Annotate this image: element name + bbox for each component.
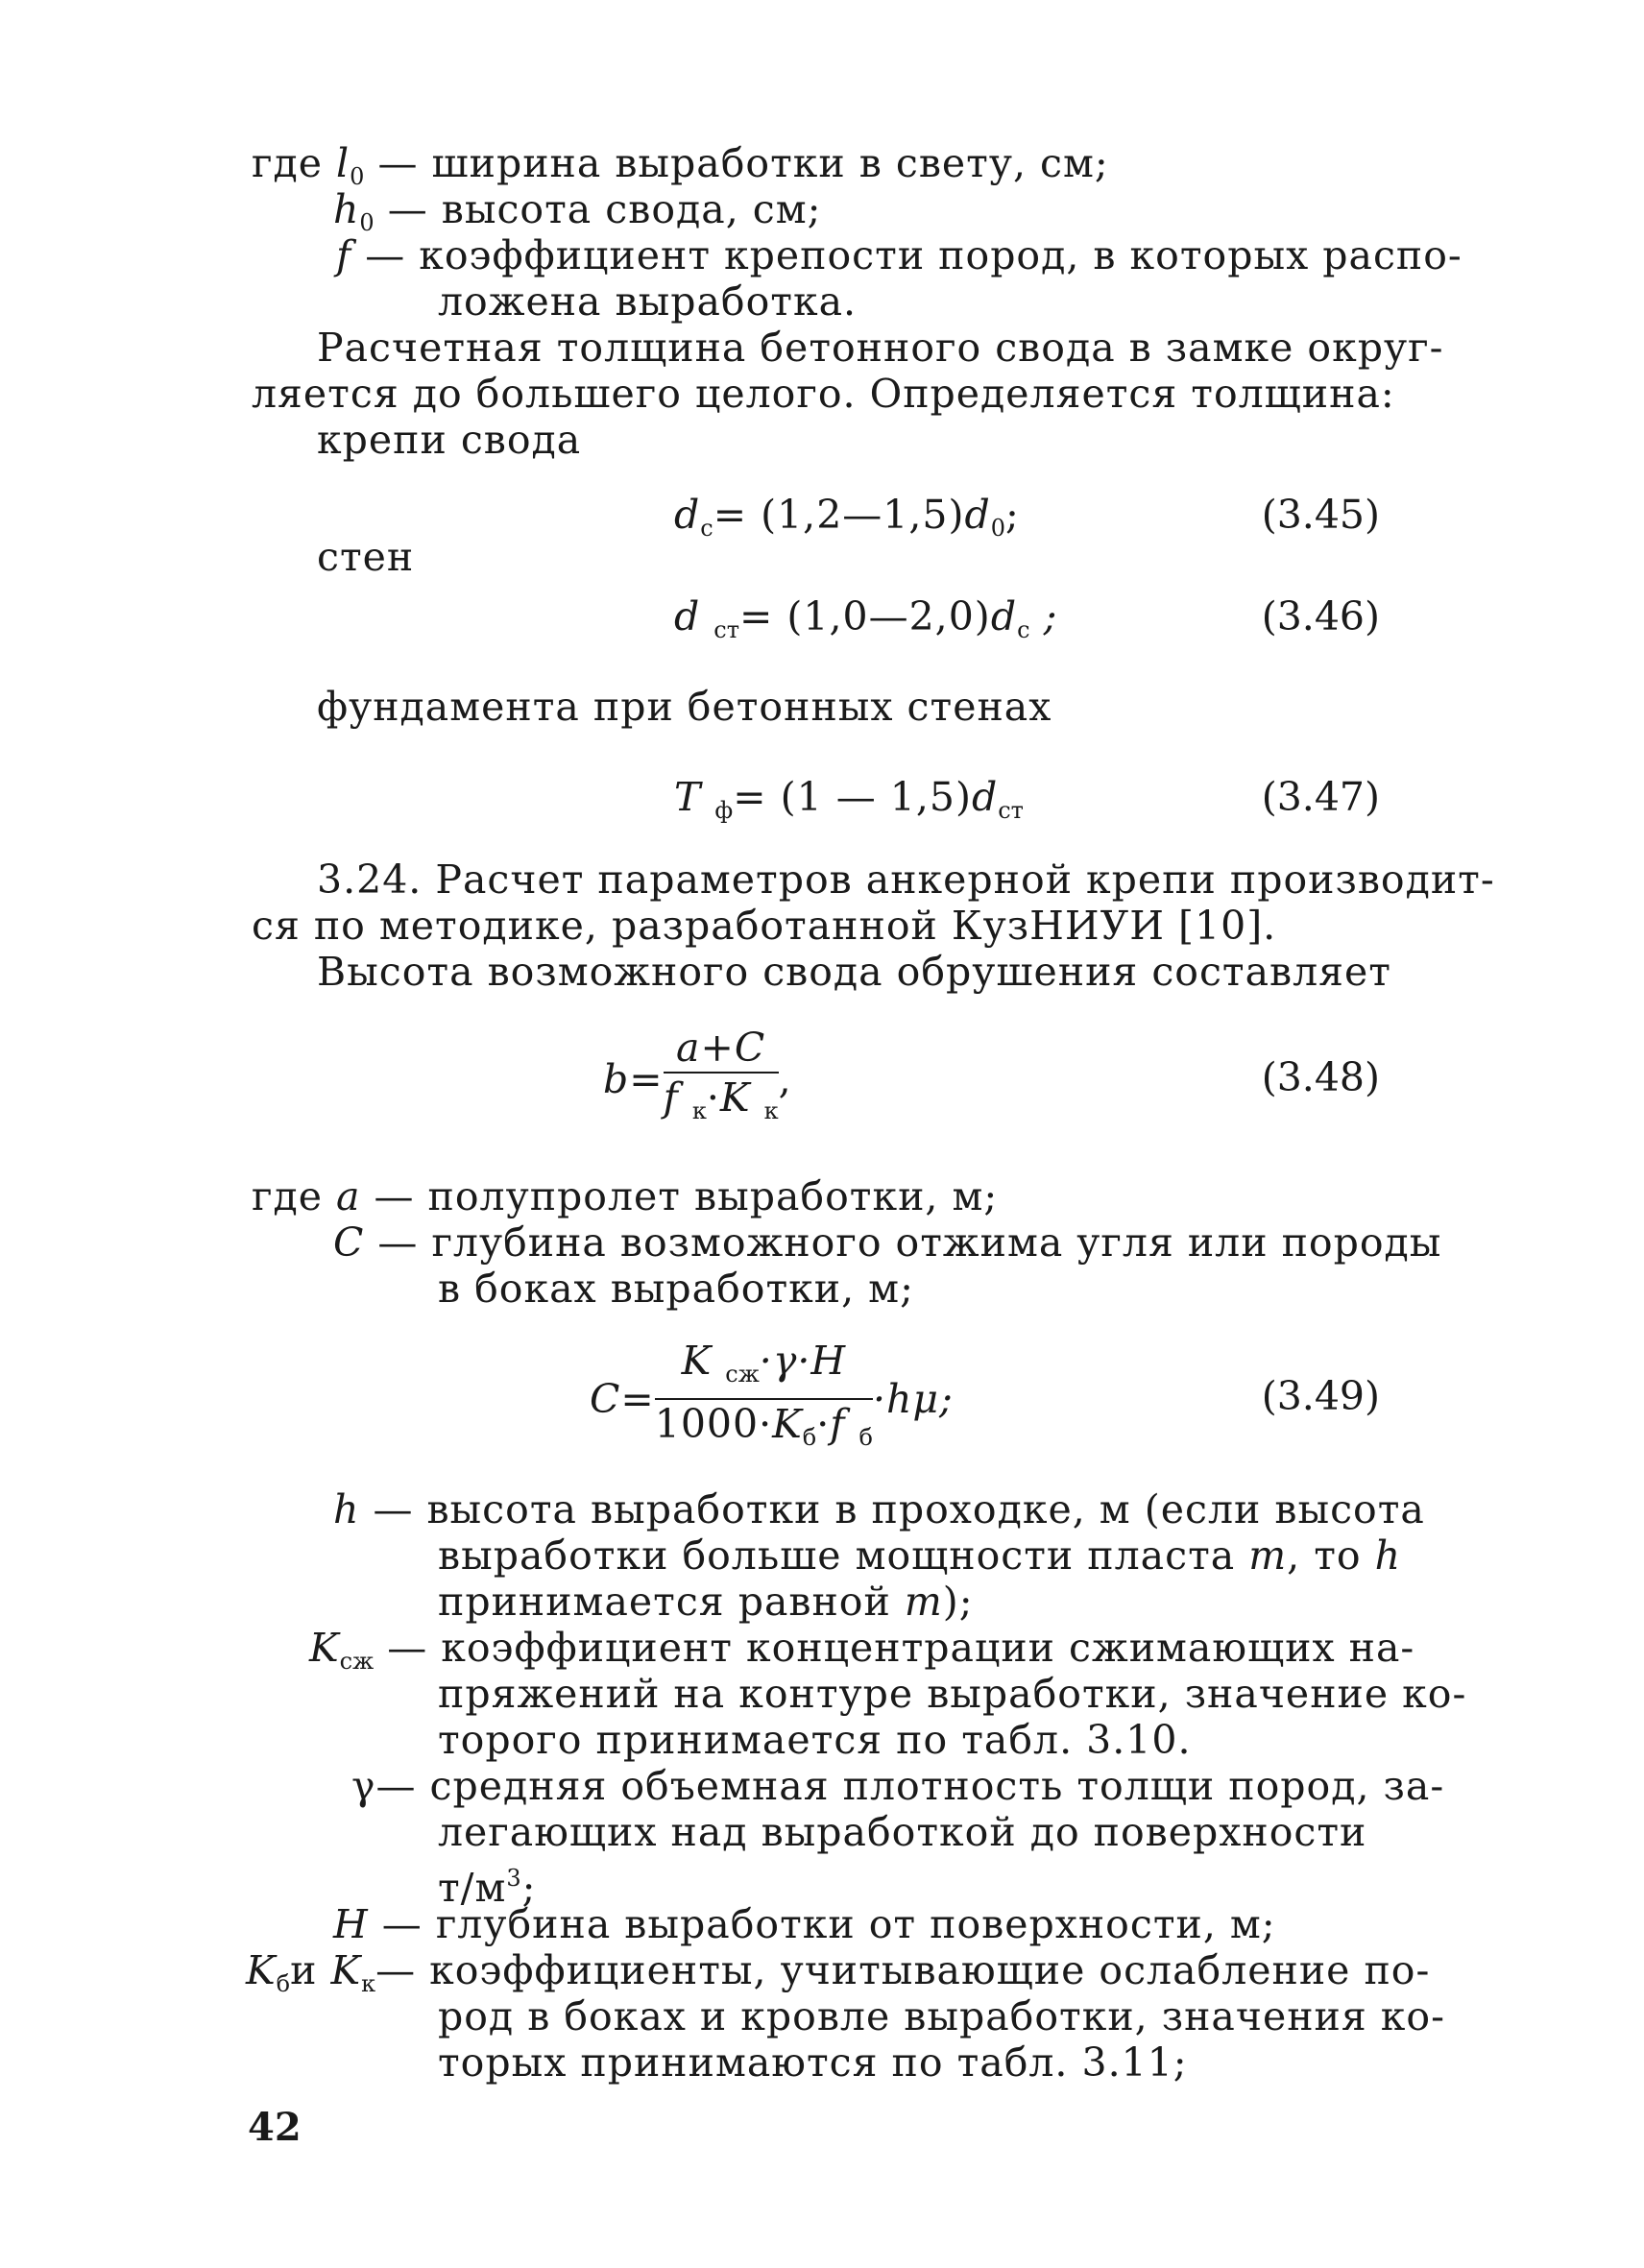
text-line	[438, 278, 857, 325]
denominator	[655, 1400, 873, 1461]
text: ;	[1005, 492, 1020, 538]
text: — средняя объемная плотность толщи пород, за-	[375, 1763, 1445, 1809]
text: K	[330, 1947, 362, 1993]
text: K	[719, 1074, 751, 1121]
text: 0	[990, 515, 1006, 542]
text: пряжений на контуре выработки, значение ко-	[438, 1671, 1467, 1717]
equation-number: (3.48)	[1261, 1054, 1380, 1100]
text: ·γ·H	[759, 1338, 847, 1384]
text: T	[674, 774, 702, 820]
equation-number: (3.46)	[1261, 593, 1380, 639]
paragraph-line	[317, 684, 1052, 730]
text: ст	[713, 616, 740, 643]
text-line	[438, 2039, 1188, 2086]
text: d	[971, 774, 999, 820]
text: Расчетная толщина бетонного свода в замке округ-	[317, 325, 1444, 371]
equation-3-49	[590, 1337, 954, 1461]
text-line	[438, 1532, 1401, 1579]
text: K	[246, 1947, 277, 1993]
numerator	[664, 1024, 779, 1074]
numerator	[655, 1337, 873, 1400]
text: — высота выработки в проходке, м (если высота	[359, 1486, 1425, 1532]
text: f	[663, 1074, 679, 1121]
text: стен	[317, 534, 415, 580]
text: в боках выработки, м;	[438, 1266, 914, 1312]
equation-3-47	[674, 774, 1024, 833]
text: d	[674, 593, 701, 639]
text: Высота возможного свода обрушения составляет	[317, 949, 1391, 995]
equation-number: (3.49)	[1261, 1373, 1380, 1419]
paragraph-line	[317, 417, 581, 463]
text: ложена выработка.	[438, 278, 858, 325]
text: K	[309, 1625, 340, 1671]
text: к	[691, 1098, 707, 1124]
text: торого принимается по табл. 3.10.	[438, 1717, 1192, 1763]
text-line	[438, 1579, 974, 1625]
text: крепи свода	[317, 417, 582, 463]
text: выработки больше мощности пласта	[438, 1532, 1249, 1579]
text: т/м	[438, 1865, 507, 1911]
equation-number: (3.47)	[1261, 774, 1380, 820]
equation-3-45	[674, 492, 1020, 551]
text-line	[438, 1993, 1445, 2039]
text: род в боках и кровле выработки, значения ко-	[438, 1993, 1445, 2039]
text: — коэффициент крепости пород, в которых распо-	[351, 232, 1463, 278]
text: d	[964, 492, 991, 538]
paragraph-line	[252, 371, 1395, 417]
paragraph-line	[317, 325, 1443, 371]
paragraph-line	[252, 903, 1276, 949]
text: C=	[590, 1376, 655, 1422]
text: ;	[521, 1865, 537, 1911]
fraction	[664, 1024, 779, 1135]
text: h	[1374, 1532, 1401, 1579]
text: h	[333, 1486, 360, 1532]
paragraph-line	[317, 949, 1391, 995]
text: — глубина возможного отжима угля или породы	[364, 1219, 1442, 1266]
text: с	[700, 515, 713, 542]
text: m	[1248, 1532, 1288, 1579]
text: d	[990, 593, 1018, 639]
definition-h	[333, 1486, 1425, 1532]
text: б	[276, 1970, 291, 1997]
text: = (1,2—1,5)	[713, 492, 965, 538]
text: ;	[1043, 593, 1058, 639]
text: f	[830, 1401, 846, 1447]
text: 3.24. Расчет параметров анкерной крепи производит-	[317, 857, 1495, 903]
text: ф	[714, 797, 734, 824]
symbol-f: f	[336, 232, 352, 278]
definition-gamma	[351, 1763, 1444, 1809]
text-line	[438, 1717, 1191, 1763]
denominator	[664, 1074, 779, 1135]
text: торых принимаются по табл. 3.11;	[438, 2039, 1188, 2086]
text: ляется до большего целого. Определяется толщина:	[252, 371, 1395, 417]
definition-f	[336, 232, 1463, 278]
text: — высота свода, см;	[374, 186, 822, 232]
text: к	[361, 1970, 376, 1997]
text-line	[438, 1809, 1366, 1855]
symbol-h: h	[333, 186, 360, 232]
text: ,	[778, 1056, 792, 1102]
definition-c	[333, 1219, 1441, 1266]
text: K	[772, 1401, 803, 1447]
text: к	[763, 1098, 779, 1124]
section-heading-line	[317, 857, 1495, 903]
text-line	[438, 1671, 1466, 1717]
text: ст	[998, 797, 1024, 824]
text: — глубина выработки от поверхности, м;	[368, 1901, 1276, 1947]
text: ·	[706, 1074, 720, 1121]
text: ся по методике, разработанной КузНИУИ [10].	[252, 903, 1277, 949]
text: где	[252, 140, 337, 186]
text: a	[676, 1025, 701, 1071]
equation-3-46	[674, 593, 1057, 653]
text: сж	[339, 1648, 375, 1675]
text: б	[802, 1424, 817, 1451]
text: d	[674, 492, 701, 538]
text: );	[942, 1579, 974, 1625]
text: 1000·	[654, 1401, 773, 1447]
text: b=	[603, 1056, 664, 1102]
text: γ	[351, 1763, 376, 1809]
text: 3	[506, 1865, 522, 1892]
text: K	[681, 1338, 713, 1384]
text: C	[734, 1025, 766, 1071]
text: +	[700, 1025, 735, 1071]
text: = (1,0—2,0)	[739, 593, 991, 639]
text: — полупролет выработки, м;	[360, 1173, 999, 1219]
text: a	[336, 1173, 361, 1219]
text: сж	[725, 1361, 760, 1387]
text: и	[290, 1947, 331, 1993]
text: , то	[1287, 1532, 1375, 1579]
subscript: 0	[350, 163, 365, 190]
text: = (1 — 1,5)	[733, 774, 972, 820]
text: — ширина выработки в свету, см;	[364, 140, 1109, 186]
text-line	[438, 1266, 914, 1312]
equation-3-48	[603, 1024, 792, 1135]
text: с	[1017, 616, 1030, 643]
equation-number: (3.45)	[1261, 492, 1380, 538]
text: m	[904, 1579, 943, 1625]
definition-H	[333, 1901, 1276, 1947]
symbol-l: l	[336, 140, 351, 186]
text: где	[252, 1173, 337, 1219]
text: — коэффициент концентрации сжимающих на-	[374, 1625, 1415, 1671]
page-number: 42	[248, 2105, 302, 2150]
text: ·	[816, 1401, 831, 1447]
definition-a	[252, 1173, 998, 1219]
fraction	[655, 1337, 873, 1461]
text: б	[858, 1424, 873, 1451]
text: фундамента при бетонных стенах	[317, 684, 1052, 730]
text: — коэффициенты, учитывающие ослабление по-	[375, 1947, 1431, 1993]
text: ·hμ;	[872, 1376, 954, 1422]
text: H	[333, 1901, 369, 1947]
text: легающих над выработкой до поверхности	[438, 1809, 1367, 1855]
subscript: 0	[359, 209, 375, 236]
text: C	[333, 1219, 365, 1266]
text: принимается равной	[438, 1579, 905, 1625]
paragraph-line	[317, 534, 414, 580]
